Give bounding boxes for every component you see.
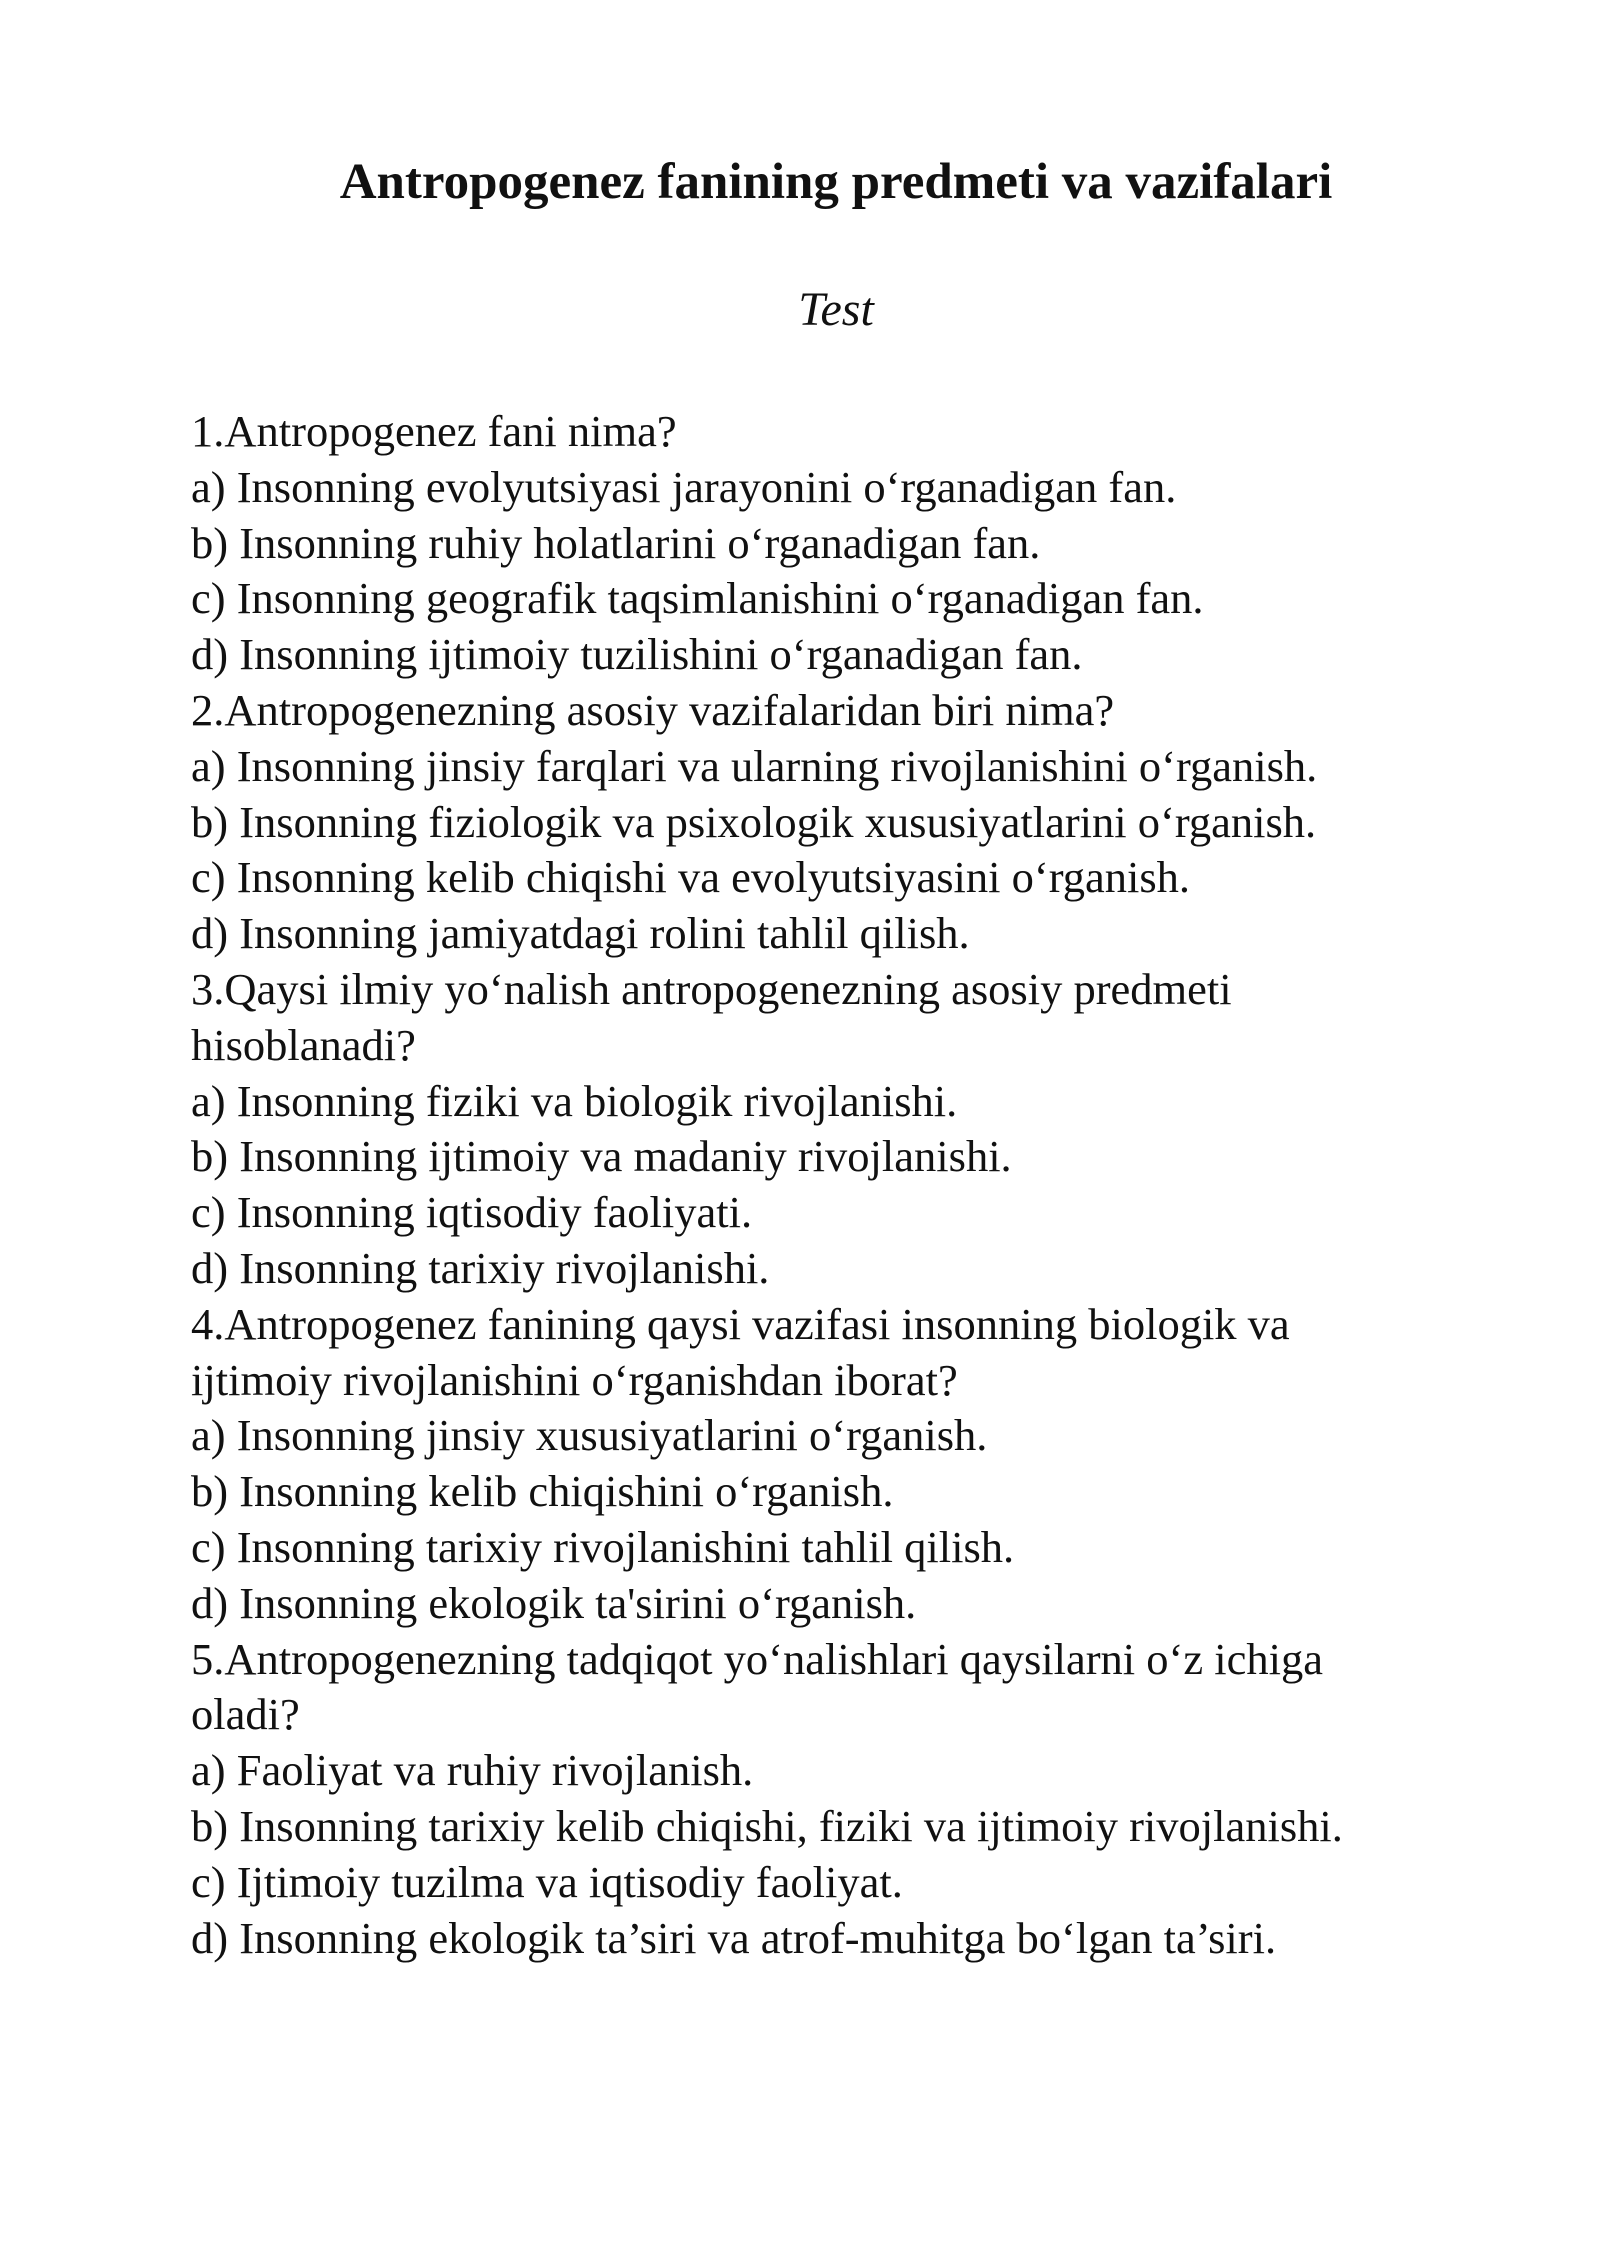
answer-option-d: d) Insonning ekologik ta'sirini o‘rganish.	[191, 1577, 917, 1628]
question-5	[191, 1632, 1491, 1967]
page-title: Antropogenez fanining predmeti va vazifalari	[339, 154, 1333, 210]
question-text: 2.Antropogenezning asosiy vazifalaridan biri nima?	[191, 684, 1115, 735]
question-text: 5.Antropogenezning tadqiqot yo‘nalishlari qaysilarni o‘z ichiga	[191, 1633, 1323, 1684]
answer-option-c: c) Insonning tarixiy rivojlanishini tahlil qilish.	[191, 1521, 1015, 1572]
question-text-continued: hisoblanadi?	[191, 1019, 416, 1070]
answer-option-a: a) Insonning evolyutsiyasi jarayonini o‘rganadigan fan.	[191, 461, 1177, 512]
answer-option-d: d) Insonning ijtimoiy tuzilishini o‘rganadigan fan.	[191, 629, 1083, 680]
question-text-continued: oladi?	[191, 1689, 300, 1740]
answer-option-c: c) Insonning iqtisodiy faoliyati.	[191, 1187, 753, 1238]
answer-option-a: a) Insonning jinsiy farqlari va ularning rivojlanishini o‘rganish.	[191, 740, 1318, 791]
answer-option-d: d) Insonning ekologik ta’siri va atrof-muhitga bo‘lgan ta’siri.	[191, 1912, 1277, 1963]
question-text: 1.Antropogenez fani nima?	[191, 406, 677, 456]
question-1	[191, 404, 1491, 683]
answer-option-b: b) Insonning fiziologik va psixologik xususiyatlarini o‘rganish.	[191, 796, 1317, 847]
answer-option-b: b) Insonning ruhiy holatlarini o‘rganadigan fan.	[191, 517, 1041, 568]
question-3	[191, 962, 1491, 1297]
question-text: 4.Antropogenez fanining qaysi vazifasi insonning biologik va	[191, 1298, 1290, 1349]
question-list	[191, 404, 1491, 1966]
answer-option-c: c) Insonning kelib chiqishi va evolyutsiyasini o‘rganish.	[191, 852, 1191, 903]
answer-option-a: a) Insonning jinsiy xususiyatlarini o‘rganish.	[191, 1410, 988, 1461]
question-2	[191, 683, 1491, 962]
answer-option-a: a) Faoliyat va ruhiy rivojlanish.	[191, 1745, 754, 1796]
answer-option-b: b) Insonning tarixiy kelib chiqishi, fiziki va ijtimoiy rivojlanishi.	[191, 1800, 1343, 1851]
answer-option-c: c) Insonning geografik taqsimlanishini o‘rganadigan fan.	[191, 573, 1204, 624]
question-text: 3.Qaysi ilmiy yo‘nalish antropogenezning asosiy predmeti	[191, 963, 1232, 1014]
page-subtitle: Test	[798, 283, 874, 336]
answer-option-c: c) Ijtimoiy tuzilma va iqtisodiy faoliyat.	[191, 1856, 903, 1907]
answer-option-d: d) Insonning jamiyatdagi rolini tahlil qilish.	[191, 908, 970, 959]
answer-option-b: b) Insonning kelib chiqishini o‘rganish.	[191, 1466, 894, 1517]
question-text-continued: ijtimoiy rivojlanishini o‘rganishdan iborat?	[191, 1354, 958, 1405]
answer-option-b: b) Insonning ijtimoiy va madaniy rivojlanishi.	[191, 1131, 1012, 1182]
answer-option-d: d) Insonning tarixiy rivojlanishi.	[191, 1242, 770, 1293]
question-4	[191, 1297, 1491, 1632]
answer-option-a: a) Insonning fiziki va biologik rivojlanishi.	[191, 1075, 958, 1126]
